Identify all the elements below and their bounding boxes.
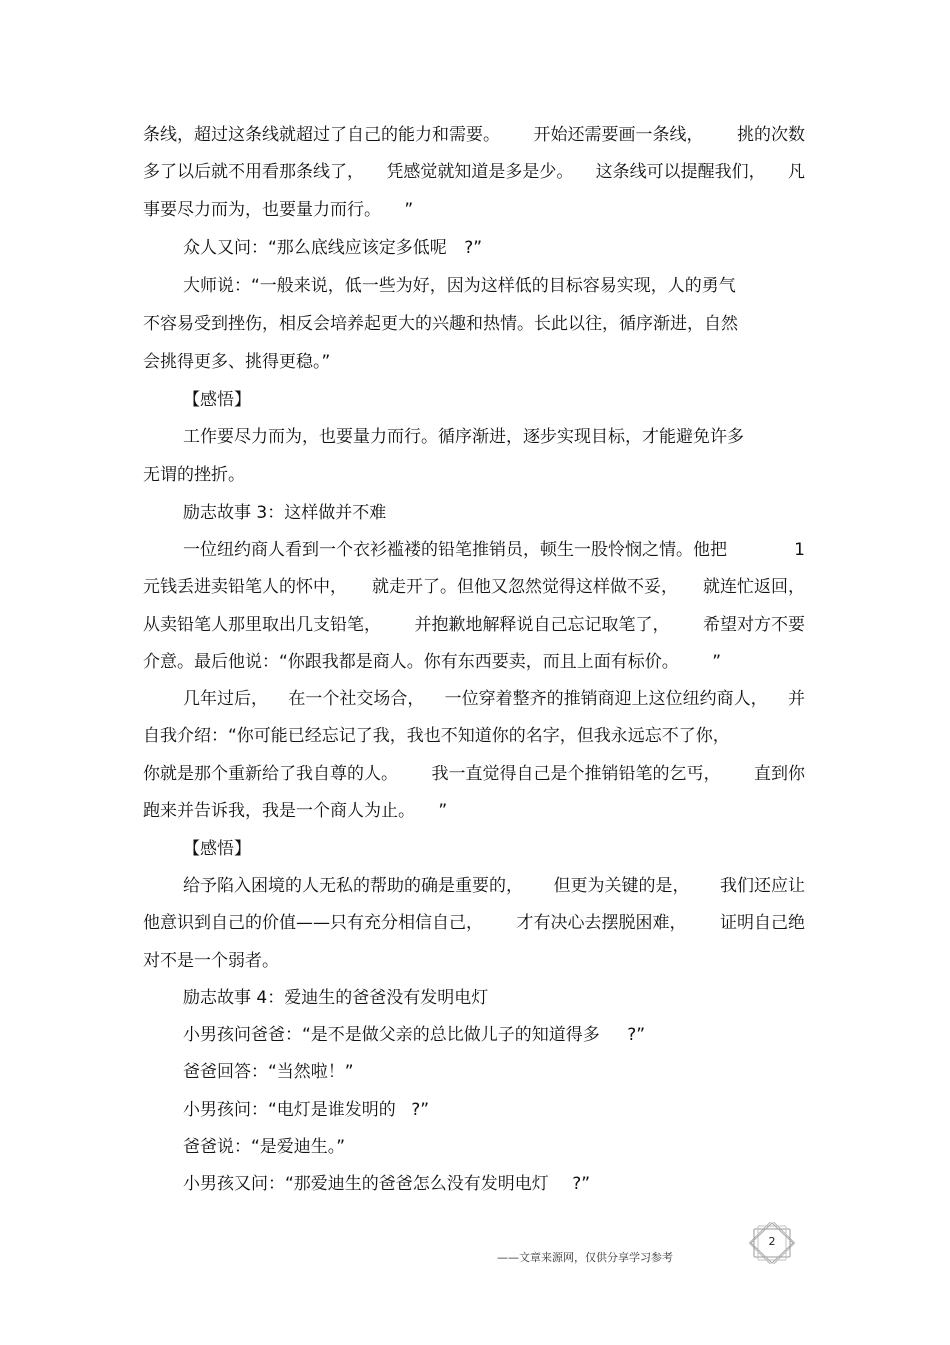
text-segment: 不容易受到挫伤，相反会培养起更大的兴趣和热情。长此以往，循序渐进，自然 [143,314,738,334]
text-segment: 就连忙返回， [703,577,805,597]
page-number-badge [748,1222,796,1264]
text-segment: 并 [787,689,805,709]
text-segment: 这条线可以提醒我们， [595,162,766,182]
text-line [183,273,736,299]
text-segment: 励志故事 3：这样做并不难 [183,503,387,523]
text-line [143,723,730,749]
text-segment: 才有决心去摆脱困难， [516,913,687,933]
text-line [143,910,805,936]
text-line [183,235,482,261]
text-segment: 励志故事 4：爱迪生的爸爸没有发明电灯 [183,988,489,1008]
text-segment: 爸爸说：“是爱迪生。” [183,1137,346,1157]
text-segment: 小男孩问：“电灯是谁发明的 [183,1100,396,1120]
text-segment: 大师说：“一般来说，低一些为好，因为这样低的目标容易实现，人的勇气 [183,276,736,296]
text-segment: ?” [411,1100,430,1120]
text-segment: 爸爸回答：“当然啦！” [183,1062,354,1082]
text-segment: ” [404,200,414,220]
text-segment: 他意识到自己的价值——只有充分相信自己， [143,913,483,933]
text-line [183,686,805,712]
text-line [143,349,330,375]
text-segment: 条线，超过这条线就超过了自己的能力和需要。 [143,125,500,145]
text-segment: ?” [464,238,483,258]
text-segment: ?” [627,1025,646,1045]
text-segment: 给予陷入困境的人无私的帮助的确是重要的， [183,876,523,896]
text-segment: 一位穿着整齐的推销商迎上这位纽约商人， [444,689,768,709]
text-segment: 对不是一个弱者。 [143,951,279,971]
text-segment: 众人又问：“那么底线应该定多低呢 [183,238,447,258]
dialogue-line [183,1171,590,1197]
text-segment: 证明自己绝 [720,913,805,933]
dialogue-line [183,1022,645,1048]
text-segment: 我一直觉得自己是个推销铅笔的乞丐， [431,764,721,784]
text-segment: 【感悟】 [183,390,251,410]
text-segment: 自我介绍：“你可能已经忘记了我，我也不知道你的名字，但我永远忘不了你， [143,726,730,746]
text-segment: ” [712,652,722,672]
text-segment: 事要尽力而为，也要量力而行。 [143,200,381,220]
text-line [143,798,447,824]
text-segment: 希望对方不要 [703,615,805,635]
text-segment: 开始还需要画一条线， [533,125,704,145]
text-line [143,574,805,600]
text-line [183,873,805,899]
text-line [143,197,413,223]
text-segment: 我们还应让 [720,876,805,896]
story-title [183,985,488,1011]
text-segment: 工作要尽力而为，也要量力而行。循序渐进，逐步实现目标，才能避免许多 [183,427,744,447]
text-segment: 直到你 [754,764,805,784]
text-line [143,761,805,787]
text-line [143,612,805,638]
text-segment: 但更为关键的是， [553,876,690,896]
dialogue-line [183,1097,429,1123]
text-line [143,122,805,148]
text-line [143,649,721,675]
section-heading [183,387,251,413]
section-heading [183,836,251,862]
story-title [183,500,386,526]
text-segment: 元钱丢进卖铅笔人的怀中， [143,577,347,597]
text-segment: 介意。最后他说：“你跟我都是商人。你有东西要卖，而且上面有标价。 [143,652,679,672]
dialogue-line [183,1059,354,1085]
text-segment: 从卖铅笔人那里取出几支铅笔， [143,615,381,635]
dialogue-line [183,1134,345,1160]
text-segment: 就走开了。但他又忽然觉得这样做不妥， [372,577,678,597]
page-number: 2 [768,1235,776,1248]
text-segment: 凡 [787,162,805,182]
text-segment: 会挑得更多、挑得更稳。” [143,352,331,372]
source-note: ——文章来源网，仅供分享学习参考 [497,1251,673,1264]
text-segment: 多了以后就不用看那条线了， [143,162,364,182]
text-segment: 几年过后， [183,689,268,709]
text-segment: 【感悟】 [183,839,251,859]
text-line [143,159,805,185]
text-segment: 小男孩又问：“那爱迪生的爸爸怎么没有发明电灯 [183,1174,549,1194]
text-segment: 凭感觉就知道是多是少。 [386,162,574,182]
text-line [143,948,279,974]
text-segment: 在一个社交场合， [288,689,425,709]
text-line [143,462,245,488]
text-segment: 你就是那个重新给了我自尊的人。 [143,764,398,784]
text-line [143,311,738,337]
text-line [183,537,805,563]
text-segment: 无谓的挫折。 [143,465,245,485]
text-segment: ?” [572,1174,591,1194]
text-segment: 挑的次数 [737,125,805,145]
text-segment: 小男孩问爸爸：“是不是做父亲的总比做儿子的知道得多 [183,1025,600,1045]
text-segment: 并抱歉地解释说自己忘记取笔了， [414,615,670,635]
text-segment: 1 [794,540,805,560]
text-segment: 一位纽约商人看到一个衣衫褴褛的铅笔推销员，顿生一股怜悯之情。他把 [183,540,727,560]
text-segment: 跑来并告诉我，我是一个商人为止。 [143,801,415,821]
text-segment: ” [438,801,448,821]
text-line [183,424,744,450]
